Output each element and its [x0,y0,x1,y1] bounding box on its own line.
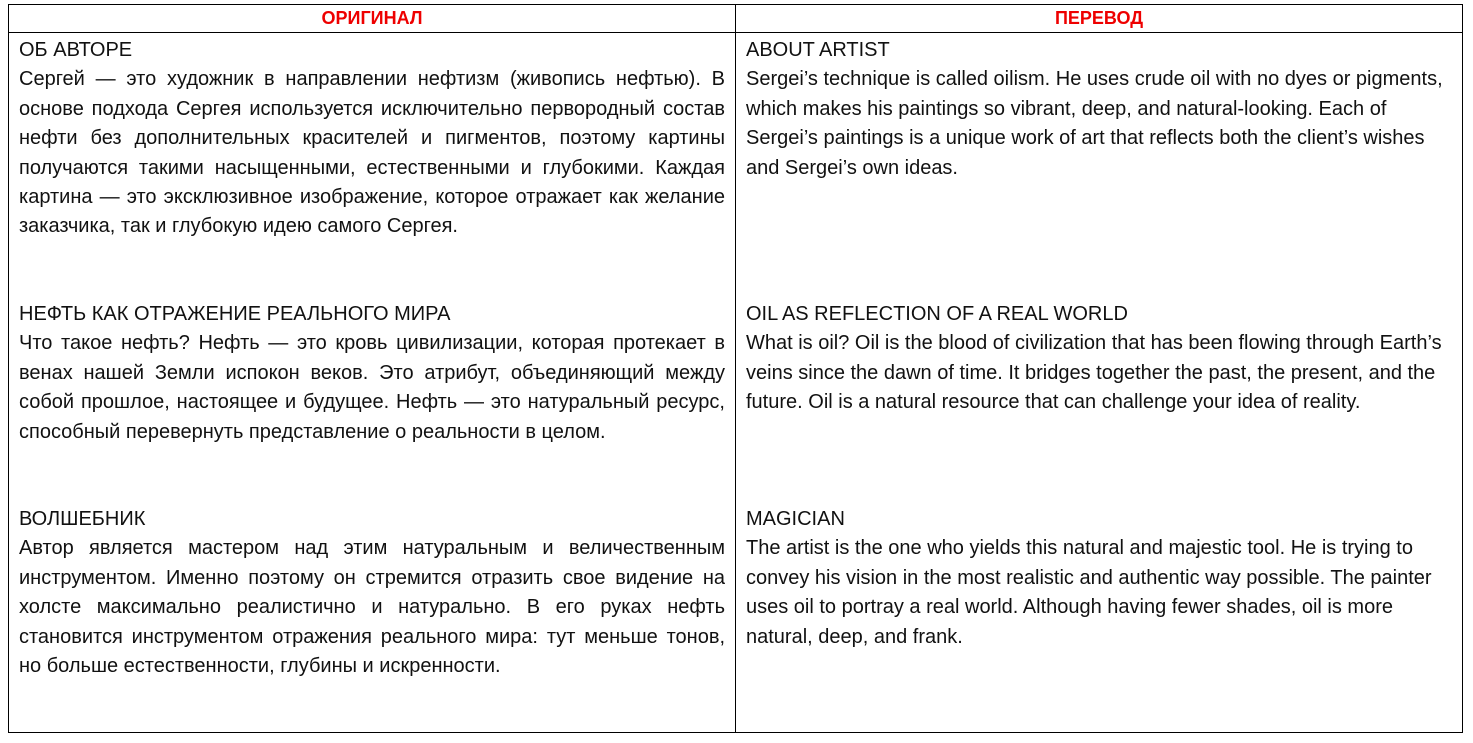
table-body-row [9,33,1462,732]
translation-column [736,33,1462,732]
section-title: ОБ АВТОРЕ [19,39,133,61]
section-text: The artist is the one who yields this natural and majestic tool. He is trying to convey his vision in the most realistic and authentic way possible. The painter uses oil to portray a real world. Although having fewer shades, oil is more natural, deep, and frank. [746,537,1432,648]
translation-table [8,4,1463,733]
section-title: OIL AS REFLECTION OF A REAL WORLD [746,303,1128,325]
translation-section-oil [746,300,1456,505]
section-title: ВОЛШЕБНИК [19,508,146,530]
table-header-row [9,5,1462,33]
header-original: ОРИГИНАЛ [9,5,736,32]
section-title: MAGICIAN [746,508,845,530]
original-section-oil [19,300,725,505]
translation-section-magician [746,505,1456,715]
section-text: Автор является мастером над этим натуральным и величественным инструментом. Именно поэтому он стремится отразить свое видение на холсте максимально реалистично и натурально. В его руках нефть становится инструментом отражения реального мира: тут меньше тонов, но больше естественности, глубины и искренности. [19,537,725,678]
original-section-about [19,36,725,300]
original-column [9,33,736,732]
section-title: ABOUT ARTIST [746,39,890,61]
section-text: What is oil? Oil is the blood of civilization that has been flowing through Earth’s veins since the dawn of time. It bridges together the past, the present, and the future. Oil is a natural resource that can challenge your idea of reality. [746,332,1442,414]
header-translation: ПЕРЕВОД [1054,8,1144,28]
section-text: Сергей — это художник в направлении нефтизм (живопись нефтью). В основе подхода Сергея используется исключительно первородный состав нефти без дополнительных красителей и пигментов, поэтому картины получаются такими насыщенными, естественными и глубокими. Каждая картина — это эксклюзивное изображение, которое отражает как желание заказчика, так и глубокую идею самого Сергея. [19,68,725,238]
original-section-magician [19,505,725,715]
section-text: Что такое нефть? Нефть — это кровь цивилизации, которая протекает в венах нашей Земли испокон веков. Это атрибут, объединяющий между собой прошлое, настоящее и будущее. Нефть — это натуральный ресурс, способный перевернуть представление о реальности в целом. [19,332,725,443]
section-title: НЕФТЬ КАК ОТРАЖЕНИЕ РЕАЛЬНОГО МИРА [19,303,451,325]
translation-section-about [746,36,1456,300]
section-text: Sergei’s technique is called oilism. He uses crude oil with no dyes or pigments, which makes his paintings so vibrant, deep, and natural-looking. Each of Sergei’s paintings is a unique work of art that reflects both the client’s wishes and Sergei’s own ideas. [746,68,1443,179]
